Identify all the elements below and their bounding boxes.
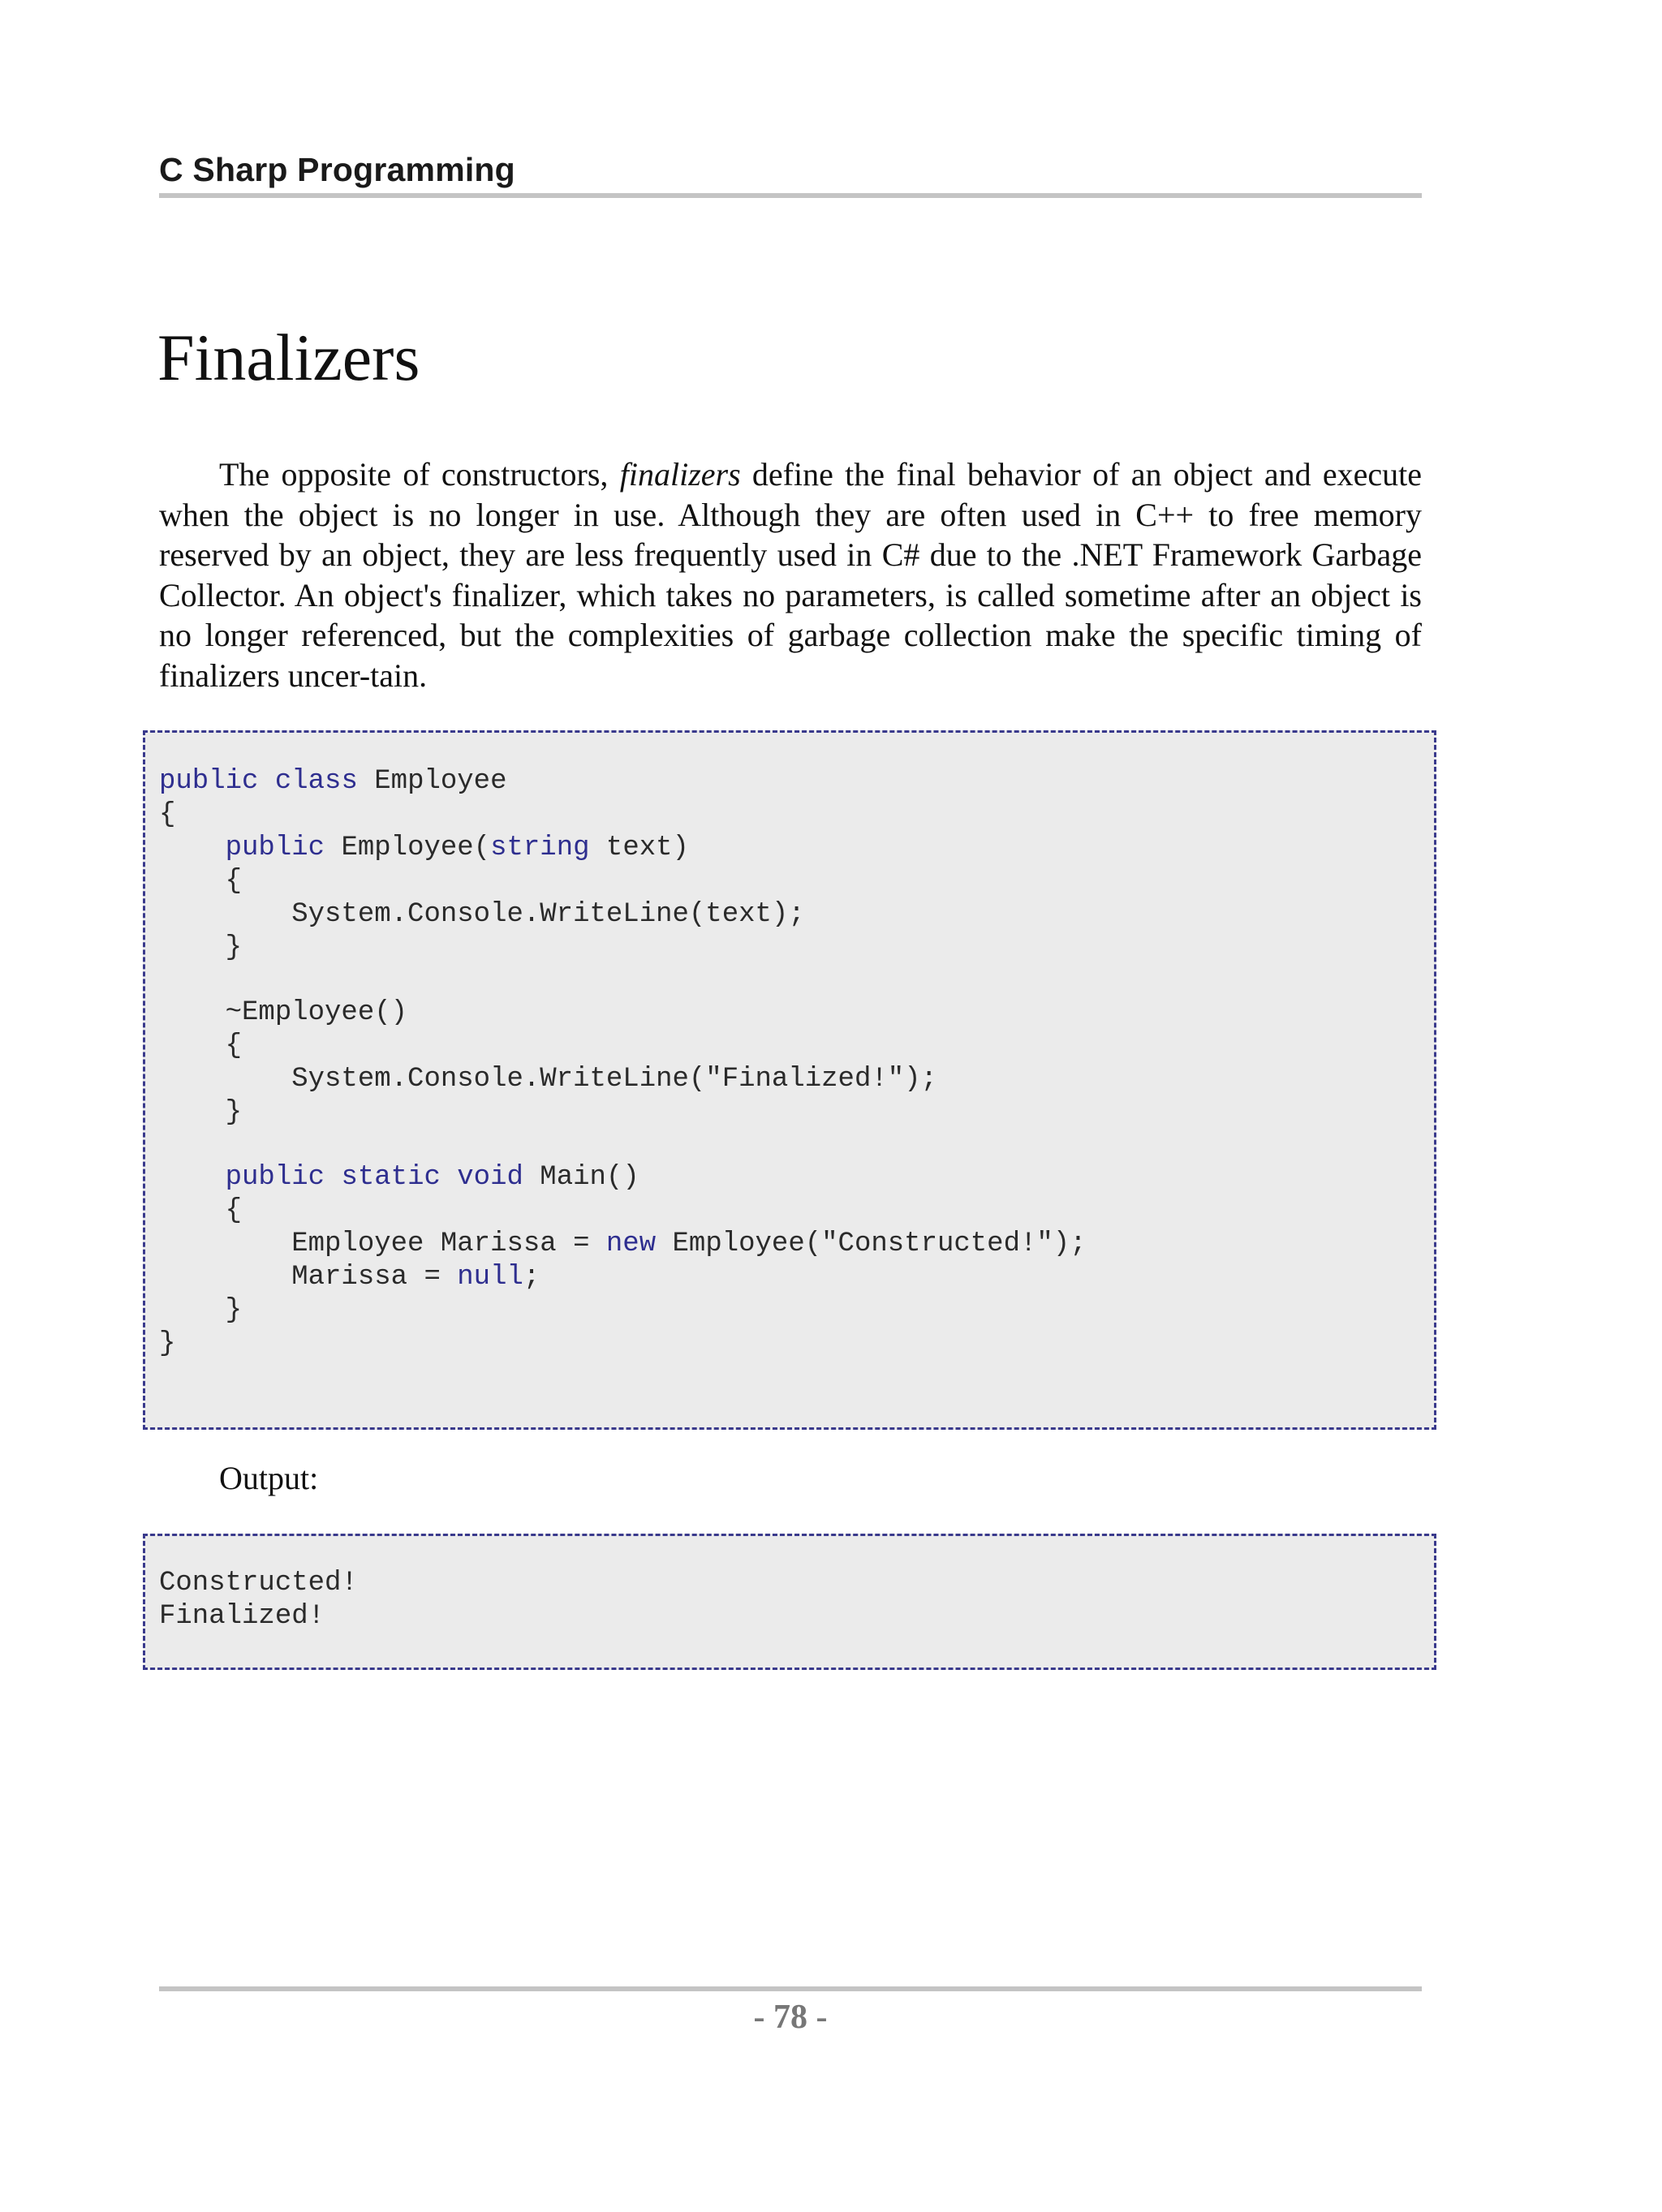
code-token: System.Console.WriteLine(text); <box>159 899 805 930</box>
code-token: ; <box>523 1262 540 1293</box>
code-line <box>159 765 1087 798</box>
code-token: Employee Marissa = <box>159 1229 606 1259</box>
code-line <box>159 898 1087 932</box>
code-token: System.Console.WriteLine("Finalized!"); <box>159 1064 937 1095</box>
code-token: { <box>159 866 243 897</box>
code-token <box>441 1162 457 1193</box>
code-token <box>258 766 274 797</box>
code-line <box>159 1130 1087 1161</box>
code-keyword: void <box>457 1162 523 1193</box>
code-line <box>159 1261 1087 1294</box>
header-rule <box>159 193 1422 198</box>
code-line <box>159 1161 1087 1194</box>
code-token: Main() <box>523 1162 639 1193</box>
intro-paragraph <box>159 454 1422 695</box>
code-token: } <box>159 1328 176 1359</box>
code-line <box>159 1328 1087 1361</box>
code-keyword: static <box>341 1162 441 1193</box>
code-line <box>159 865 1087 898</box>
section-title: Finalizers <box>157 321 420 394</box>
intro-term: finalizers <box>619 456 741 493</box>
code-token: text) <box>589 833 689 863</box>
code-keyword: string <box>490 833 590 863</box>
code-line <box>159 1294 1087 1328</box>
code-example-block <box>143 730 1436 1430</box>
code-token: Marissa = <box>159 1262 458 1293</box>
code-keyword: public <box>225 833 325 863</box>
running-header: C Sharp Programming <box>159 151 515 188</box>
page-number: - 78 - <box>753 1999 828 2036</box>
code-keyword: new <box>605 1229 657 1259</box>
code-listing <box>159 765 1087 1361</box>
footer-rule <box>159 1986 1422 1991</box>
code-line <box>159 832 1087 865</box>
output-label: Output: <box>219 1460 319 1496</box>
code-line <box>159 1228 1087 1261</box>
code-token <box>159 1162 226 1193</box>
code-line <box>159 1096 1087 1130</box>
code-line <box>159 965 1087 996</box>
code-token: ~Employee() <box>159 997 408 1028</box>
code-line <box>159 1030 1087 1063</box>
code-line <box>159 932 1087 965</box>
code-token: } <box>159 1097 243 1128</box>
output-block <box>143 1534 1436 1670</box>
code-token <box>325 1162 341 1193</box>
code-token: Employee( <box>325 833 491 863</box>
code-line <box>159 1194 1087 1228</box>
code-keyword: class <box>274 766 358 797</box>
code-token: } <box>159 932 243 963</box>
code-keyword: public <box>159 766 259 797</box>
code-line <box>159 1063 1087 1096</box>
code-token: { <box>159 799 176 830</box>
code-token: { <box>159 1195 243 1226</box>
code-token: Employee <box>357 766 507 797</box>
intro-text-start: The opposite of constructors, <box>219 456 620 493</box>
code-line <box>159 798 1087 832</box>
code-keyword: public <box>225 1162 325 1193</box>
intro-text-rest: define the final behavior of an object and execute when the object is no longer in use. Although they are often used in C++ to free memory reserved by an object, they are less frequently used in C# due to the .NET Framework Garbage Collector. An object's finalizer, which takes no parameters, is called sometime after an object is no longer referenced, but the complexities of garbage collection make the specific timing of finalizers uncer-tain. <box>159 456 1423 694</box>
output-line: Finalized! <box>159 1601 325 1632</box>
code-token: } <box>159 1295 243 1326</box>
code-token <box>159 833 226 863</box>
code-keyword: null <box>457 1262 523 1293</box>
code-line <box>159 996 1087 1030</box>
output-line: Constructed! <box>159 1568 358 1599</box>
output-listing <box>159 1567 358 1633</box>
code-token: { <box>159 1031 243 1061</box>
code-token: Employee("Constructed!"); <box>656 1229 1087 1259</box>
